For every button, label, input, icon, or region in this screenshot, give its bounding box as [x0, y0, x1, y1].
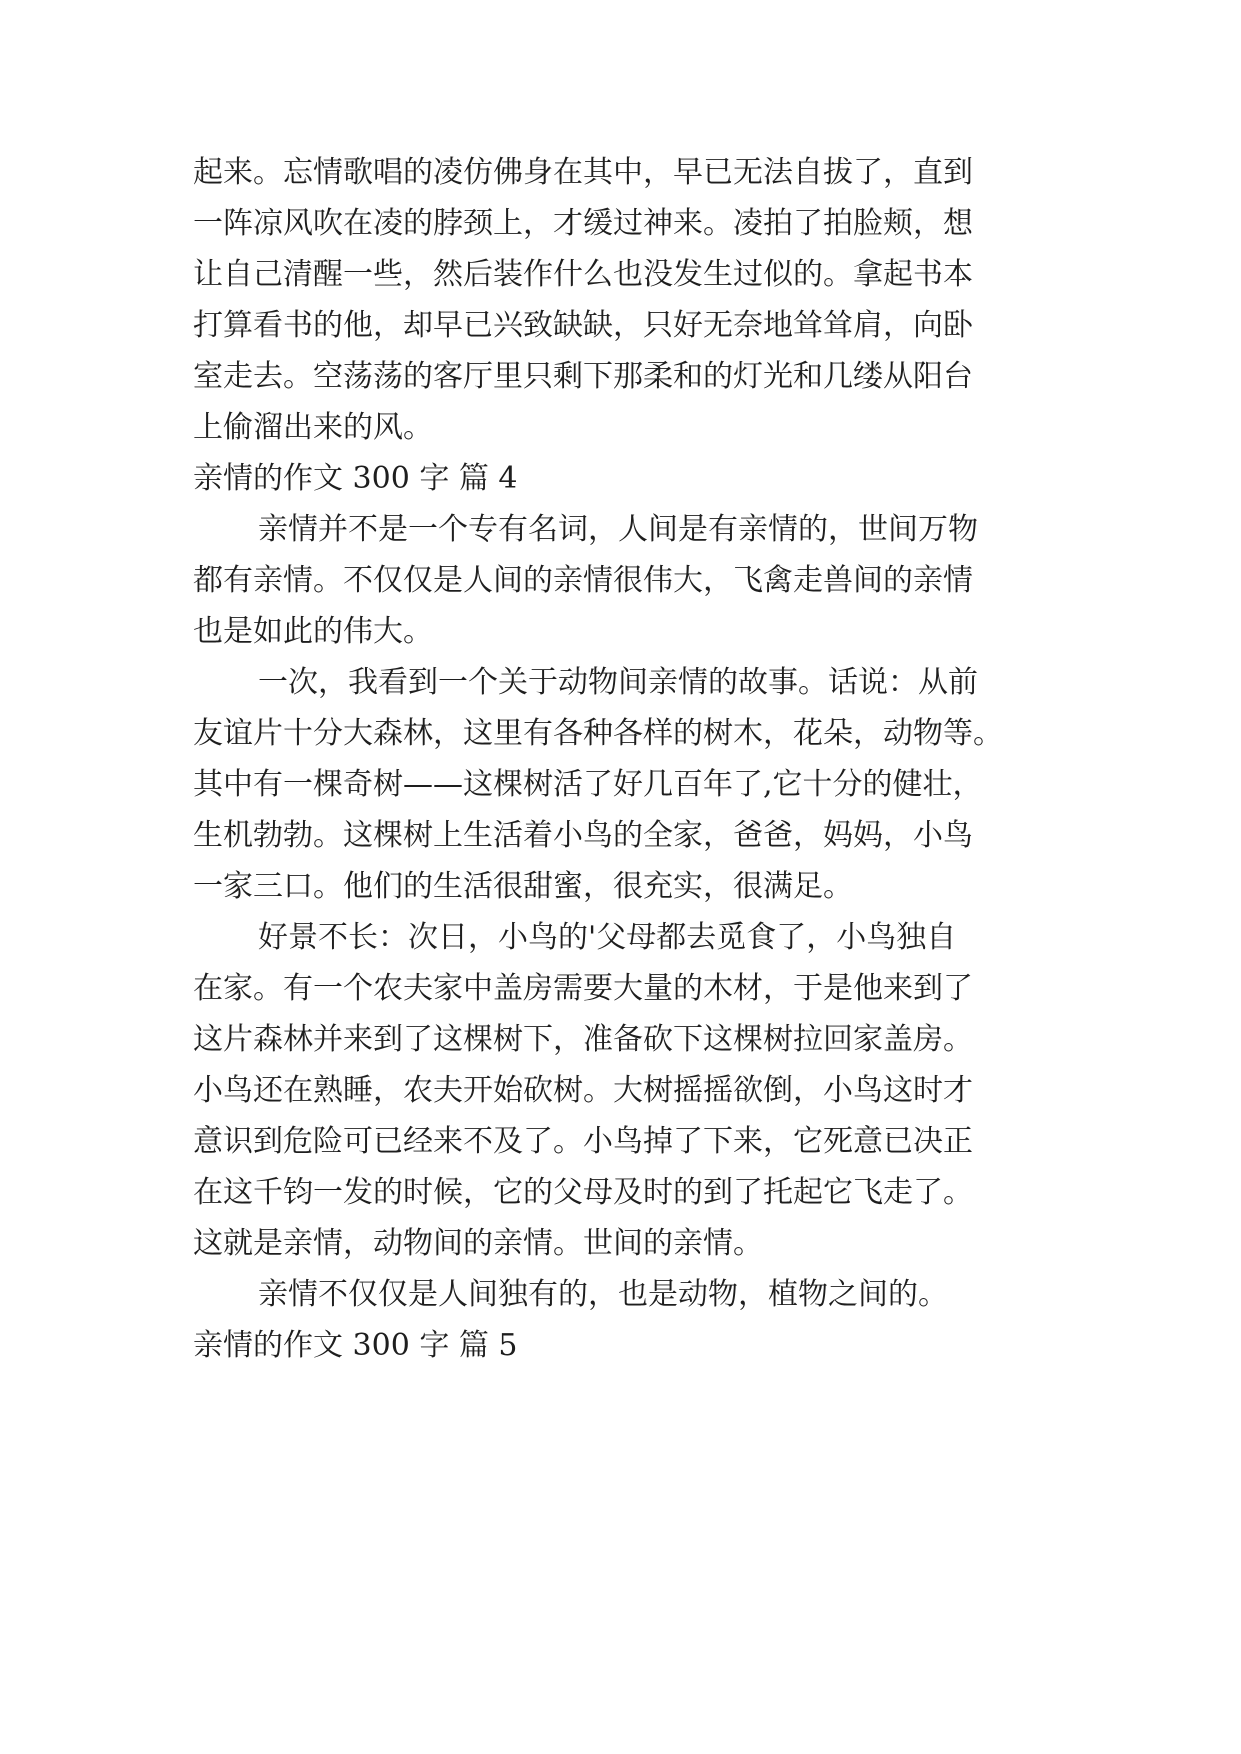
paragraph-line: 在家。有一个农夫家中盖房需要大量的木材，于是他来到了	[193, 971, 973, 1006]
paragraph-line: 起来。忘情歌唱的凌仿佛身在其中，早已无法自拔了，直到	[193, 155, 973, 190]
paragraph-line: 小鸟还在熟睡，农夫开始砍树。大树摇摇欲倒，小鸟这时才	[193, 1073, 973, 1108]
paragraph-line: 意识到危险可已经来不及了。小鸟掉了下来，它死意已决正	[193, 1124, 973, 1159]
paragraph-line: 让自己清醒一些，然后装作什么也没发生过似的。拿起书本	[193, 257, 973, 292]
paragraph-line: 这就是亲情，动物间的亲情。世间的亲情。	[193, 1226, 763, 1261]
section-heading: 亲情的作文 300 字 篇 4	[193, 461, 518, 496]
paragraph-line: 亲情不仅仅是人间独有的，也是动物，植物之间的。	[258, 1277, 948, 1312]
paragraph-line: 其中有一棵奇树——这棵树活了好几百年了,它十分的健壮，	[193, 767, 983, 802]
paragraph-line: 这片森林并来到了这棵树下，准备砍下这棵树拉回家盖房。	[193, 1022, 973, 1057]
paragraph-line: 都有亲情。不仅仅是人间的亲情很伟大，飞禽走兽间的亲情	[193, 563, 973, 598]
paragraph-line: 亲情并不是一个专有名词，人间是有亲情的，世间万物	[258, 512, 978, 547]
paragraph-line: 在这千钧一发的时候，它的父母及时的到了托起它飞走了。	[193, 1175, 973, 1210]
paragraph-line: 一次，我看到一个关于动物间亲情的故事。话说：从前	[258, 665, 978, 700]
paragraph-line: 一家三口。他们的生活很甜蜜，很充实，很满足。	[193, 869, 853, 904]
paragraph-line: 打算看书的他，却早已兴致缺缺，只好无奈地耸耸肩，向卧	[193, 308, 973, 343]
paragraph-line: 友谊片十分大森林，这里有各种各样的树木，花朵，动物等。	[193, 716, 1003, 751]
paragraph-line: 室走去。空荡荡的客厅里只剩下那柔和的灯光和几缕从阳台	[193, 359, 973, 394]
paragraph-line: 一阵凉风吹在凌的脖颈上，才缓过神来。凌拍了拍脸颊，想	[193, 206, 973, 241]
section-heading: 亲情的作文 300 字 篇 5	[193, 1328, 518, 1363]
paragraph-line: 生机勃勃。这棵树上生活着小鸟的全家，爸爸，妈妈，小鸟	[193, 818, 973, 853]
paragraph-line: 好景不长：次日，小鸟的'父母都去觅食了，小鸟独自	[258, 920, 957, 955]
paragraph-line: 上偷溜出来的风。	[193, 410, 433, 445]
paragraph-line: 也是如此的伟大。	[193, 614, 433, 649]
